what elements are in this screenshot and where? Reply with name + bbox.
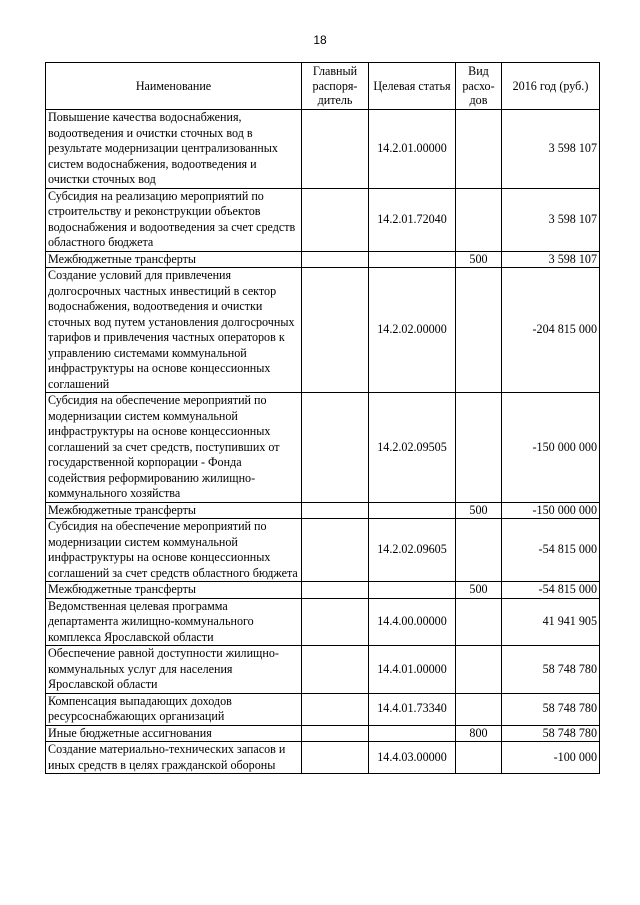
table-row [46, 502, 600, 519]
row-article: 14.2.01.72040 [369, 188, 456, 251]
row-expense [456, 742, 502, 774]
row-name: Создание материально-технических запасов и иных средств в целях гражданской обороны [46, 742, 302, 774]
header-name: Наименование [46, 63, 302, 110]
table-row [46, 725, 600, 742]
row-article [369, 582, 456, 599]
row-expense [456, 693, 502, 725]
row-article: 14.2.02.00000 [369, 268, 456, 393]
row-article: 14.2.02.09505 [369, 393, 456, 503]
row-name: Ведомственная целевая программа департамента жилищно-коммунального комплекса Ярославской области [46, 598, 302, 646]
row-name: Субсидия на обеспечение мероприятий по модернизации систем коммунальной инфраструктуры на основе концессионных соглашений за счет средств, поступивших от государственной корпорации - Фонда содействия реформированию жилищно-коммунального хозяйства [46, 393, 302, 503]
row-amount: -150 000 000 [502, 502, 600, 519]
header-manager: Главный распоря-дитель [302, 63, 369, 110]
row-expense [456, 598, 502, 646]
table-row [46, 646, 600, 694]
row-article: 14.4.03.00000 [369, 742, 456, 774]
table-row [46, 742, 600, 774]
table-row [46, 110, 600, 189]
row-expense: 800 [456, 725, 502, 742]
row-amount: 58 748 780 [502, 725, 600, 742]
row-manager [302, 393, 369, 503]
row-amount: 3 598 107 [502, 110, 600, 189]
table-row [46, 393, 600, 503]
row-name: Субсидия на реализацию мероприятий по строительству и реконструкции объектов водоснабжения и водоотведения за счет средств областного бюджета [46, 188, 302, 251]
row-article [369, 725, 456, 742]
row-amount: -204 815 000 [502, 268, 600, 393]
row-expense: 500 [456, 502, 502, 519]
row-article [369, 251, 456, 268]
table-row [46, 519, 600, 582]
row-manager [302, 598, 369, 646]
row-amount: 58 748 780 [502, 646, 600, 694]
row-expense [456, 268, 502, 393]
row-manager [302, 582, 369, 599]
row-manager [302, 251, 369, 268]
row-amount: 3 598 107 [502, 251, 600, 268]
table-row [46, 188, 600, 251]
header-amount: 2016 год (руб.) [502, 63, 600, 110]
table-header-row [46, 63, 600, 110]
row-manager [302, 742, 369, 774]
row-amount: -100 000 [502, 742, 600, 774]
row-name: Компенсация выпадающих доходов ресурсоснабжающих организаций [46, 693, 302, 725]
row-amount: 3 598 107 [502, 188, 600, 251]
row-amount: -54 815 000 [502, 519, 600, 582]
row-expense [456, 393, 502, 503]
row-manager [302, 268, 369, 393]
row-name: Повышение качества водоснабжения, водоотведения и очистки сточных вод в результате модернизации централизованных систем водоснабжения, водоотведения и очистки сточных вод [46, 110, 302, 189]
table-row [46, 251, 600, 268]
row-name: Межбюджетные трансферты [46, 251, 302, 268]
row-expense: 500 [456, 251, 502, 268]
row-manager [302, 693, 369, 725]
row-amount: 41 941 905 [502, 598, 600, 646]
row-name: Межбюджетные трансферты [46, 502, 302, 519]
table-row [46, 582, 600, 599]
row-name: Иные бюджетные ассигнования [46, 725, 302, 742]
row-manager [302, 502, 369, 519]
row-amount: 58 748 780 [502, 693, 600, 725]
row-name: Субсидия на обеспечение мероприятий по модернизации систем коммунальной инфраструктуры на основе концессионных соглашений за счет средств областного бюджета [46, 519, 302, 582]
table-row [46, 693, 600, 725]
page-number: 18 [313, 33, 327, 47]
row-name: Создание условий для привлечения долгосрочных частных инвестиций в сектор водоснабжения, водоотведения и очистки сточных вод путем установления долгосрочных тарифов и привлечения частных операторов к управлению системами коммунальной инфраструктуры на основе концессионных соглашений [46, 268, 302, 393]
row-article [369, 502, 456, 519]
row-manager [302, 725, 369, 742]
row-article: 14.2.01.00000 [369, 110, 456, 189]
row-expense [456, 646, 502, 694]
table-row [46, 268, 600, 393]
row-manager [302, 188, 369, 251]
budget-table [45, 62, 600, 774]
row-article: 14.4.01.73340 [369, 693, 456, 725]
row-name: Обеспечение равной доступности жилищно-коммунальных услуг для населения Ярославской области [46, 646, 302, 694]
row-article: 14.2.02.09605 [369, 519, 456, 582]
row-manager [302, 110, 369, 189]
row-manager [302, 519, 369, 582]
header-expense: Вид расхо-дов [456, 63, 502, 110]
row-expense [456, 519, 502, 582]
row-manager [302, 646, 369, 694]
row-amount: -150 000 000 [502, 393, 600, 503]
row-expense [456, 110, 502, 189]
table-row [46, 598, 600, 646]
row-article: 14.4.01.00000 [369, 646, 456, 694]
row-expense [456, 188, 502, 251]
table-body [46, 110, 600, 774]
row-name: Межбюджетные трансферты [46, 582, 302, 599]
row-amount: -54 815 000 [502, 582, 600, 599]
row-expense: 500 [456, 582, 502, 599]
row-article: 14.4.00.00000 [369, 598, 456, 646]
header-article: Целевая статья [369, 63, 456, 110]
